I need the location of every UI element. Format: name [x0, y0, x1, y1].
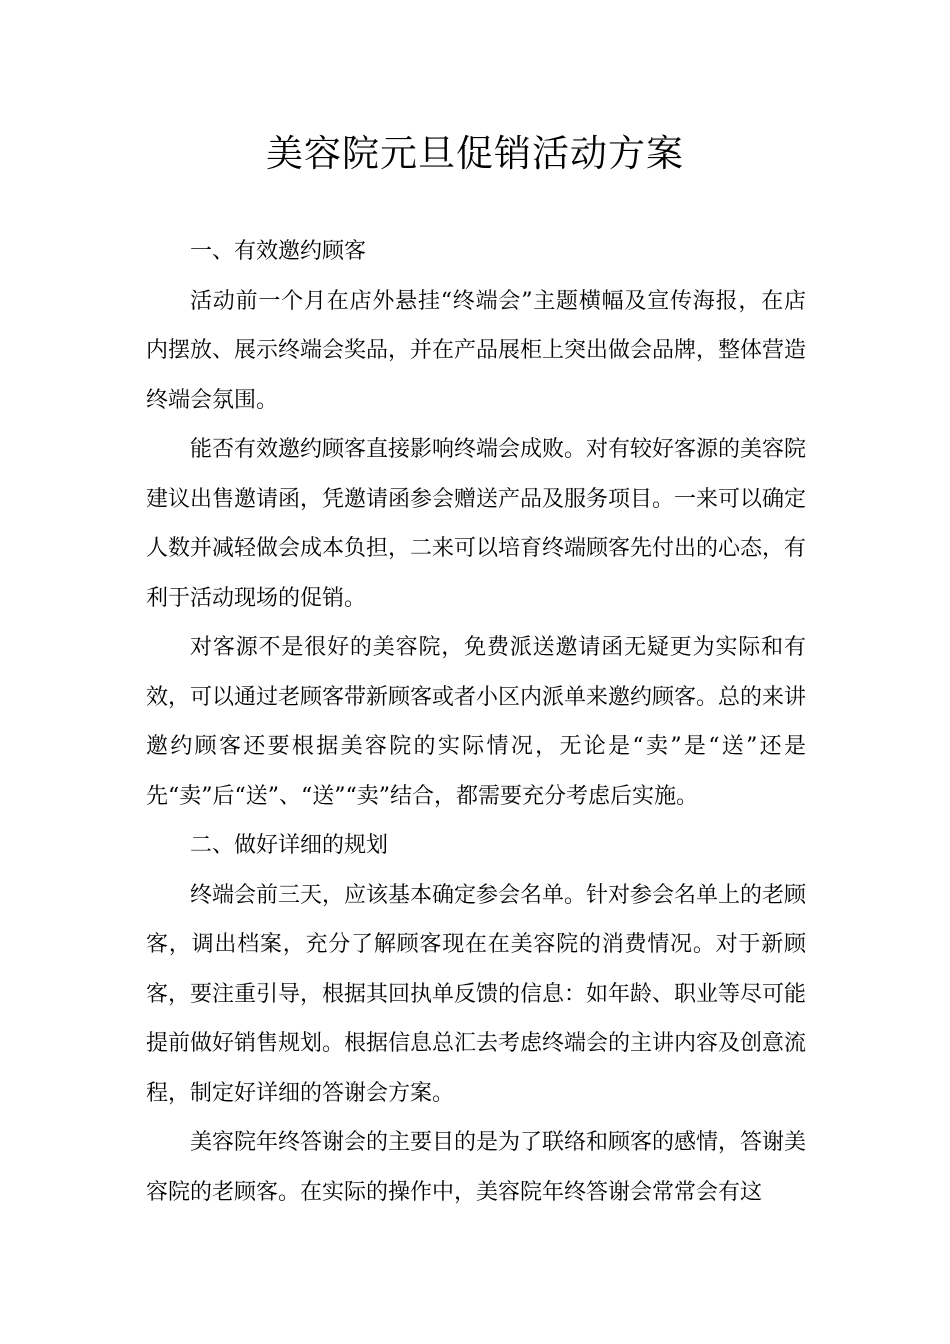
- section-heading-1: 一、有效邀约顾客: [190, 239, 367, 264]
- document-title: 美容院元旦促销活动方案: [266, 132, 684, 175]
- paragraph: 能否有效邀约顾客直接影响终端会成败。对有较好客源的美容院建议出售邀请函，凭邀请函参会赠送产品及服务项目。一来可以确定人数并减轻做会成本负担，二来可以培育终端顾客先付出的心态，有利于活动现场的促销。: [146, 437, 807, 611]
- section-heading-2: 二、做好详细的规划: [190, 833, 389, 858]
- paragraph: 终端会前三天，应该基本确定参会名单。针对参会名单上的老顾客，调出档案，充分了解顾客现在在美容院的消费情况。对于新顾客，要注重引导，根据其回执单反馈的信息：如年龄、职业等尽可能提前做好销售规划。根据信息总汇去考虑终端会的主讲内容及创意流程，制定好详细的答谢会方案。: [146, 882, 807, 1106]
- paragraph: 活动前一个月在店外悬挂“终端会”主题横幅及宣传海报，在店内摆放、展示终端会奖品，并在产品展柜上突出做会品牌，整体营造终端会氛围。: [146, 288, 807, 413]
- paragraph: 美容院年终答谢会的主要目的是为了联络和顾客的感情，答谢美容院的老顾客。在实际的操作中，美容院年终答谢会常常会有这: [146, 1130, 807, 1205]
- document-body: [146, 227, 806, 1217]
- paragraph: 对客源不是很好的美容院，免费派送邀请函无疑更为实际和有效，可以通过老顾客带新顾客或者小区内派单来邀约顾客。总的来讲邀约顾客还要根据美容院的实际情况，无论是“卖”是“送”还是先“卖”后“送”、“送”“卖”结合，都需要充分考虑后实施。: [146, 635, 807, 809]
